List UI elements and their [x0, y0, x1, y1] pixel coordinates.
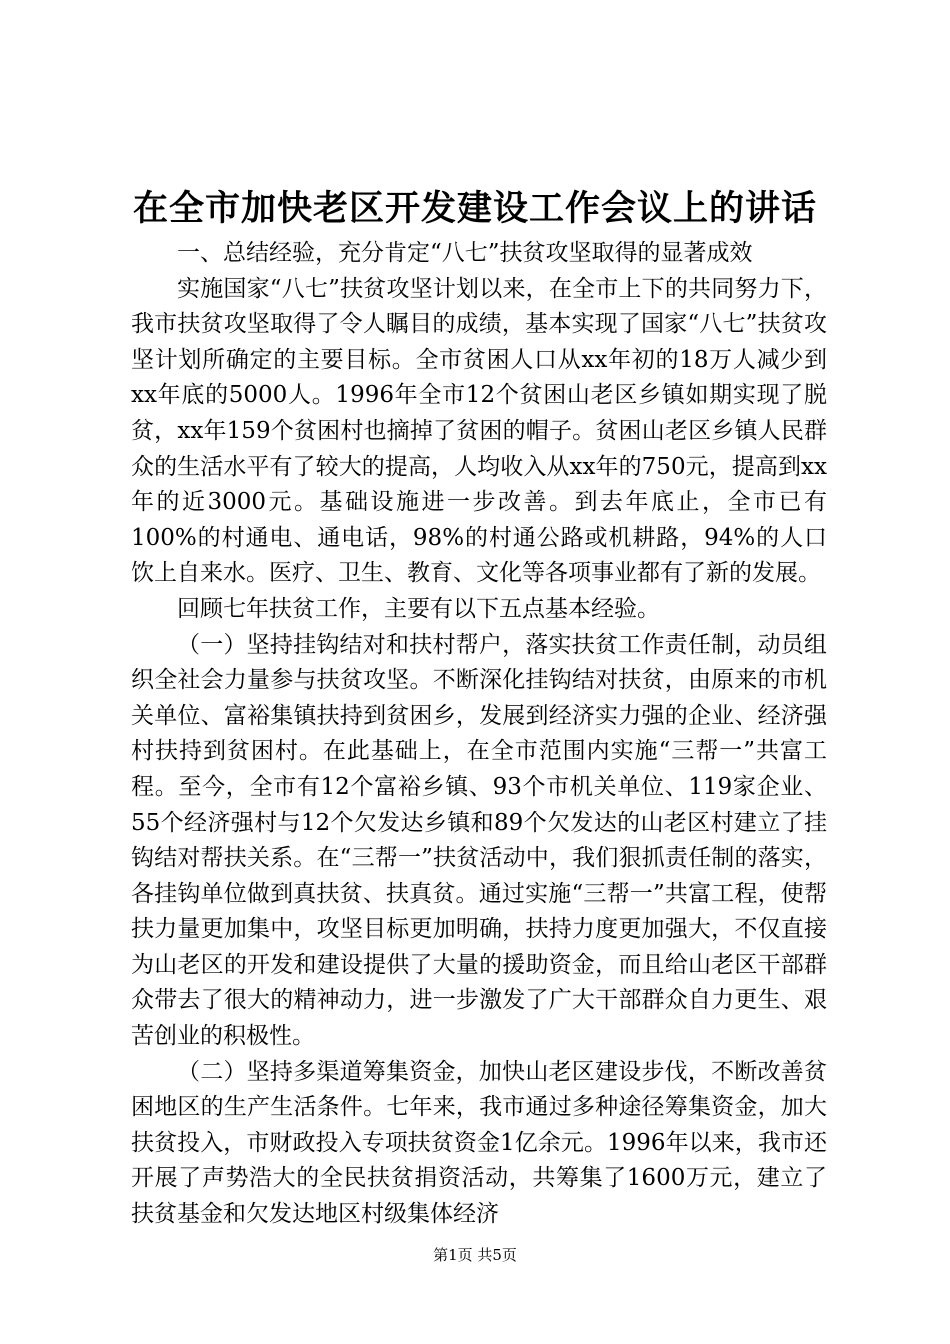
document-body [131, 236, 827, 1233]
paragraph-achievements: 实施国家“八七”扶贫攻坚计划以来，在全市上下的共同努力下，我市扶贫攻坚取得了令人瞩目的成绩，基本实现了国家“八七”扶贫攻坚计划所确定的主要目标。全市贫困人口从xx年初的18万人减少到xx年底的5000人。1996年全市12个贫困山老区乡镇如期实现了脱贫，xx年159个贫困村也摘掉了贫困的帽子。贫困山老区乡镇人民群众的生活水平有了较大的提高，人均收入从xx年的750元，提高到xx年的近3000元。基础设施进一步改善。到去年底止，全市已有100%的村通电、通电话，98%的村通公路或机耕路，94%的人口饮上自来水。医疗、卫生、教育、文化等各项事业都有了新的发展。 [131, 275, 827, 587]
page-number-footer: 第1页 共5页 [433, 1246, 517, 1264]
paragraph-section-heading: 一、总结经验，充分肯定“八七”扶贫攻坚取得的显著成效 [177, 240, 753, 266]
paragraph-experience-two: （二）坚持多渠道筹集资金，加快山老区建设步伐，不断改善贫困地区的生产生活条件。七年来，我市通过多种途径筹集资金，加大扶贫投入，市财政投入专项扶贫资金1亿余元。1996年以来，我市还开展了声势浩大的全民扶贫捐资活动，共筹集了1600万元，建立了扶贫基金和欠发达地区村级集体经济 [131, 1058, 827, 1228]
paragraph-experience-one: （一）坚持挂钩结对和扶村帮户，落实扶贫工作责任制，动员组织全社会力量参与扶贫攻坚。不断深化挂钩结对扶贫，由原来的市机关单位、富裕集镇扶持到贫困乡，发展到经济实力强的企业、经济强村扶持到贫困村。在此基础上，在全市范围内实施“三帮一”共富工程。至今，全市有12个富裕乡镇、93个市机关单位、119家企业、55个经济强村与12个欠发达乡镇和89个欠发达的山老区村建立了挂钩结对帮扶关系。在“三帮一”扶贫活动中，我们狠抓责任制的落实，各挂钩单位做到真扶贫、扶真贫。通过实施“三帮一”共富工程，使帮扶力量更加集中，攻坚目标更加明确，扶持力度更加强大，不仅直接为山老区的开发和建设提供了大量的援助资金，而且给山老区干部群众带去了很大的精神动力，进一步激发了广大干部群众自力更生、艰苦创业的积极性。 [131, 631, 827, 1050]
document-title: 在全市加快老区开发建设工作会议上的讲话 [132, 188, 817, 229]
paragraph-review: 回顾七年扶贫工作，主要有以下五点基本经验。 [177, 595, 660, 622]
